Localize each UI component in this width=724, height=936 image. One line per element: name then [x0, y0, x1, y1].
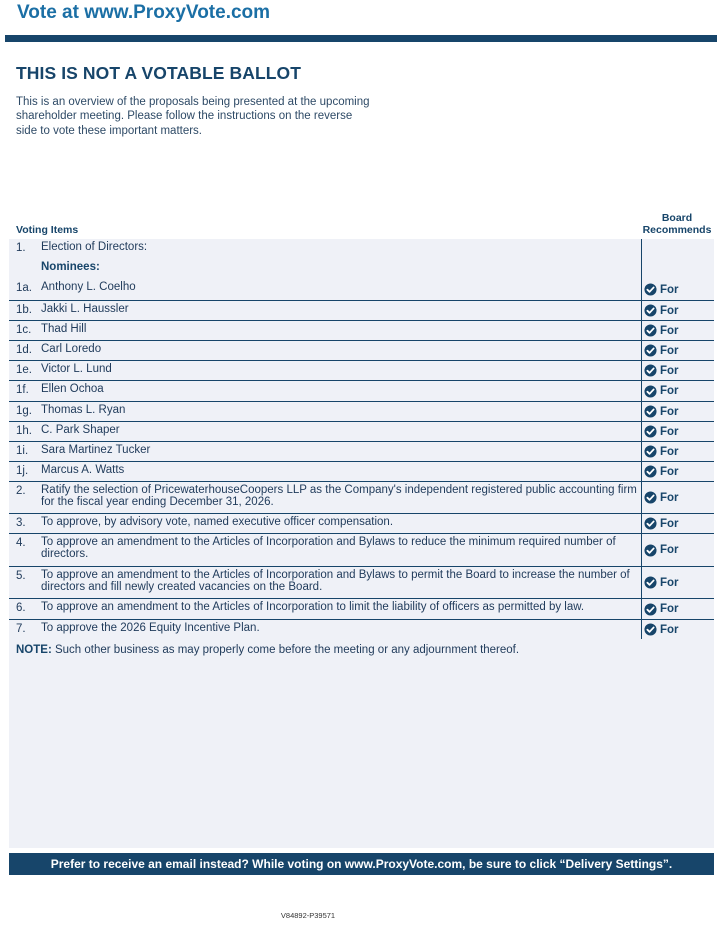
check-circle-icon	[644, 304, 657, 317]
item-number: 1c.	[16, 324, 32, 336]
item-number: 1i.	[16, 445, 29, 457]
recommendation-label: For	[660, 544, 679, 556]
check-circle-icon	[644, 445, 657, 458]
voting-item-row	[9, 461, 714, 481]
note-label: NOTE:	[16, 644, 52, 656]
check-circle-icon	[644, 623, 657, 636]
board-recommendation	[644, 361, 679, 380]
voting-item-row	[9, 360, 714, 380]
document-code: V84892-P39571	[280, 911, 336, 920]
board-recommendation	[644, 599, 679, 619]
voting-item-row	[9, 259, 714, 279]
voting-items-header: Voting Items	[16, 224, 79, 236]
item-text: To approve an amendment to the Articles of Incorporation and Bylaws to reduce the minimum required number of directors.	[41, 536, 616, 560]
item-number: 1e.	[16, 364, 32, 376]
recommendation-label: For	[660, 576, 679, 589]
board-recommendation	[644, 422, 679, 441]
nominees-label: Nominees:	[41, 261, 100, 273]
item-number: 6.	[16, 602, 26, 614]
voting-item-row	[9, 401, 714, 421]
board-recommendation	[644, 341, 679, 360]
item-number: 1.	[16, 242, 26, 254]
voting-item-row	[9, 566, 714, 598]
board-recommendation	[644, 567, 679, 598]
board-recommends-header	[641, 213, 713, 236]
item-number: 7.	[16, 623, 26, 635]
item-text: Carl Loredo	[41, 343, 102, 355]
check-circle-icon	[644, 344, 657, 357]
voting-item-row	[9, 421, 714, 441]
recommendation-label: For	[660, 385, 679, 397]
voting-item-row	[9, 481, 714, 513]
voting-item-row	[9, 533, 714, 566]
item-number: 5.	[16, 570, 26, 582]
board-recommendation	[644, 301, 679, 320]
item-text: Victor L. Lund	[41, 363, 112, 375]
item-text: To approve an amendment to the Articles of Incorporation to limit the liability of officers as permitted by law.	[41, 601, 585, 613]
recommendation-label: For	[660, 364, 679, 377]
board-recommends-line2: Recommends	[642, 223, 712, 236]
check-circle-icon	[644, 324, 657, 337]
item-number: 1j.	[16, 465, 29, 477]
voting-item-row	[9, 340, 714, 360]
item-text: To approve, by advisory vote, named executive officer compensation.	[41, 516, 394, 528]
item-text: Marcus A. Watts	[41, 464, 125, 476]
recommendation-label: For	[660, 603, 679, 615]
board-recommendation	[644, 279, 679, 300]
voting-item-row	[9, 441, 714, 461]
board-recommendation	[644, 482, 679, 513]
item-text: Sara Martinez Tucker	[41, 444, 151, 456]
note-line	[16, 644, 519, 656]
item-number: 1h.	[16, 425, 32, 437]
item-number: 3.	[16, 517, 26, 529]
item-text: Anthony L. Coelho	[41, 281, 136, 293]
recommendation-label: For	[660, 344, 679, 357]
recommendation-label: For	[660, 623, 679, 636]
item-text: Jakki L. Haussler	[41, 303, 129, 315]
board-recommendation	[644, 402, 679, 421]
item-number: 4.	[16, 537, 26, 549]
voting-item-row	[9, 513, 714, 533]
item-text: C. Park Shaper	[41, 424, 120, 436]
board-recommendation	[644, 321, 679, 340]
check-circle-icon	[644, 283, 657, 296]
recommendation-label: For	[660, 425, 679, 438]
item-number: 1g.	[16, 405, 32, 417]
recommendation-label: For	[660, 465, 679, 478]
recommendation-label: For	[660, 445, 679, 458]
check-circle-icon	[644, 544, 657, 557]
recommendation-label: For	[660, 405, 679, 418]
recommendation-label: For	[660, 324, 679, 337]
check-circle-icon	[644, 576, 657, 589]
intro-paragraph: This is an overview of the proposals being presented at the upcoming shareholder meeting. Please follow the instructions on the reverse side to vote these important matters.	[16, 96, 370, 137]
voting-item-row	[9, 598, 714, 619]
board-recommendation	[644, 442, 679, 461]
voting-item-row	[9, 279, 714, 300]
voting-item-row	[9, 320, 714, 340]
header-divider-bar	[5, 35, 717, 42]
item-number: 1d.	[16, 344, 32, 356]
item-number: 1a.	[16, 282, 32, 294]
proxyvote-header-title: Vote at www.ProxyVote.com	[17, 2, 271, 23]
check-circle-icon	[644, 425, 657, 438]
board-recommendation	[644, 462, 679, 481]
board-recommendation	[644, 514, 679, 533]
board-recommendation	[644, 381, 679, 401]
item-text: Election of Directors:	[41, 241, 148, 253]
item-text: To approve an amendment to the Articles of Incorporation and Bylaws to permit the Board to increase the number of directors and fill newly created vacancies on the Board.	[41, 569, 630, 593]
board-recommends-line1: Board	[661, 212, 693, 224]
item-text: To approve the 2026 Equity Incentive Plan.	[41, 622, 260, 634]
item-text: Thomas L. Ryan	[41, 404, 126, 416]
recommendation-label: For	[660, 491, 679, 504]
voting-item-row	[9, 380, 714, 401]
item-number: 2.	[16, 485, 26, 497]
recommendation-label: For	[660, 283, 679, 296]
check-circle-icon	[644, 364, 657, 377]
item-text: Thad Hill	[41, 323, 87, 335]
check-circle-icon	[644, 603, 657, 616]
check-circle-icon	[644, 465, 657, 478]
note-text: Such other business as may properly come before the meeting or any adjournment thereof.	[54, 644, 520, 656]
check-circle-icon	[644, 491, 657, 504]
item-text: Ratify the selection of PricewaterhouseCoopers LLP as the Company's independent registered public accounting firm for the fiscal year ending December 31, 2026.	[41, 484, 637, 508]
check-circle-icon	[644, 405, 657, 418]
recommendation-label: For	[660, 517, 679, 530]
voting-item-row	[9, 239, 714, 259]
item-number: 1b.	[16, 304, 32, 316]
recommendation-label: For	[660, 304, 679, 317]
board-recommendation	[644, 620, 679, 639]
board-recommendation	[644, 534, 679, 566]
item-number: 1f.	[16, 384, 29, 396]
voting-item-row	[9, 300, 714, 320]
delivery-settings-banner: Prefer to receive an email instead? While voting on www.ProxyVote.com, be sure to click “Delivery Settings”.	[9, 853, 714, 875]
check-circle-icon	[644, 517, 657, 530]
voting-item-row	[9, 619, 714, 639]
item-text: Ellen Ochoa	[41, 383, 104, 395]
check-circle-icon	[644, 385, 657, 398]
page-title: THIS IS NOT A VOTABLE BALLOT	[16, 63, 302, 83]
